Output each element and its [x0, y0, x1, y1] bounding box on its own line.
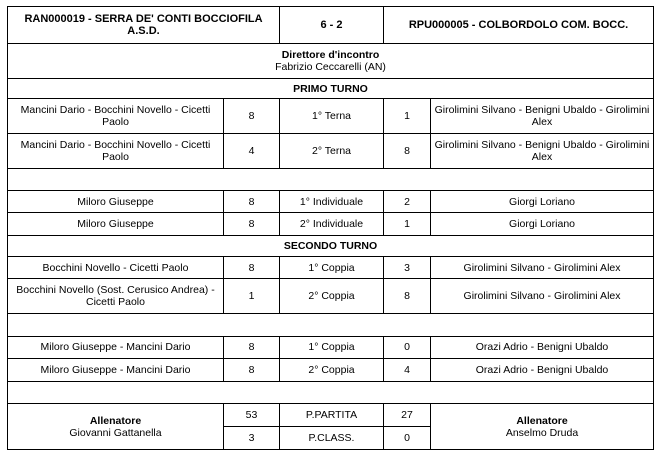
- away-players: Orazi Adrio - Benigni Ubaldo: [431, 337, 654, 359]
- spacer-row: [8, 381, 654, 404]
- director-label: Direttore d'incontro: [281, 49, 380, 62]
- home-players: Miloro Giuseppe - Mancini Dario: [8, 358, 224, 381]
- away-players: Orazi Adrio - Benigni Ubaldo: [431, 358, 654, 381]
- class-label: P.CLASS.: [280, 427, 384, 450]
- game-type: 2° Individuale: [280, 212, 384, 235]
- match-score: 6 - 2: [280, 7, 384, 44]
- away-players: Giorgi Loriano: [431, 212, 654, 235]
- home-partita-points: 53: [224, 404, 280, 427]
- away-points: 8: [384, 279, 431, 314]
- home-players: Miloro Giuseppe - Mancini Dario: [8, 337, 224, 359]
- game-type: 2° Coppia: [280, 358, 384, 381]
- home-points: 4: [224, 134, 280, 169]
- spacer-cell: [8, 169, 654, 191]
- away-points: 8: [384, 134, 431, 169]
- footer-row-partita: [8, 404, 654, 427]
- away-players: Girolimini Silvano - Girolimini Alex: [431, 279, 654, 314]
- away-players: Girolimini Silvano - Benigni Ubaldo - Girolimini Alex: [431, 99, 654, 134]
- game-type: 1° Individuale: [280, 191, 384, 213]
- game-type: 1° Coppia: [280, 257, 384, 279]
- game-type: 1° Terna: [280, 99, 384, 134]
- home-points: 8: [224, 337, 280, 359]
- home-coach-cell: [8, 404, 224, 450]
- away-players: Giorgi Loriano: [431, 191, 654, 213]
- table-row: [8, 191, 654, 213]
- home-players: Bocchini Novello - Cicetti Paolo: [8, 257, 224, 279]
- primo-turno-title: PRIMO TURNO: [8, 79, 654, 99]
- table-row: [8, 257, 654, 279]
- director-cell: [8, 44, 654, 79]
- table-row: [8, 279, 654, 314]
- away-coach-name: Anselmo Druda: [505, 426, 579, 439]
- home-players: Bocchini Novello (Sost. Cerusico Andrea) - Cicetti Paolo: [8, 279, 224, 314]
- away-points: 3: [384, 257, 431, 279]
- table-row: [8, 99, 654, 134]
- section-header-secondo: [8, 235, 654, 257]
- game-type: 2° Terna: [280, 134, 384, 169]
- spacer-row: [8, 169, 654, 191]
- home-points: 8: [224, 99, 280, 134]
- table-row: [8, 212, 654, 235]
- home-points: 8: [224, 257, 280, 279]
- match-report-table: [7, 6, 654, 450]
- table-row: [8, 134, 654, 169]
- spacer-cell: [8, 381, 654, 404]
- home-team-name: RAN000019 - SERRA DE' CONTI BOCCIOFILA A.S.D.: [8, 7, 280, 44]
- away-coach-label: Allenatore: [516, 414, 568, 427]
- home-points: 1: [224, 279, 280, 314]
- away-points: 2: [384, 191, 431, 213]
- away-points: 1: [384, 212, 431, 235]
- home-players: Miloro Giuseppe: [8, 191, 224, 213]
- secondo-turno-title: SECONDO TURNO: [8, 235, 654, 257]
- section-header-primo: [8, 79, 654, 99]
- away-players: Girolimini Silvano - Girolimini Alex: [431, 257, 654, 279]
- spacer-row: [8, 314, 654, 337]
- home-players: Mancini Dario - Bocchini Novello - Cicetti Paolo: [8, 99, 224, 134]
- away-players: Girolimini Silvano - Benigni Ubaldo - Girolimini Alex: [431, 134, 654, 169]
- game-type: 1° Coppia: [280, 337, 384, 359]
- home-points: 8: [224, 358, 280, 381]
- director-row: [8, 44, 654, 79]
- home-points: 8: [224, 212, 280, 235]
- away-points: 0: [384, 337, 431, 359]
- home-class-points: 3: [224, 427, 280, 450]
- home-points: 8: [224, 191, 280, 213]
- game-type: 2° Coppia: [280, 279, 384, 314]
- away-class-points: 0: [384, 427, 431, 450]
- spacer-cell: [8, 314, 654, 337]
- away-partita-points: 27: [384, 404, 431, 427]
- home-coach-label: Allenatore: [89, 414, 142, 427]
- away-team-name: RPU000005 - COLBORDOLO COM. BOCC.: [384, 7, 654, 44]
- home-players: Miloro Giuseppe: [8, 212, 224, 235]
- partita-label: P.PARTITA: [280, 404, 384, 427]
- table-row: [8, 358, 654, 381]
- director-name: Fabrizio Ceccarelli (AN): [275, 61, 386, 74]
- table-row: [8, 337, 654, 359]
- away-coach-cell: [431, 404, 654, 450]
- home-coach-name: Giovanni Gattanella: [69, 426, 162, 439]
- header-row: [8, 7, 654, 44]
- home-players: Mancini Dario - Bocchini Novello - Cicetti Paolo: [8, 134, 224, 169]
- away-points: 4: [384, 358, 431, 381]
- away-points: 1: [384, 99, 431, 134]
